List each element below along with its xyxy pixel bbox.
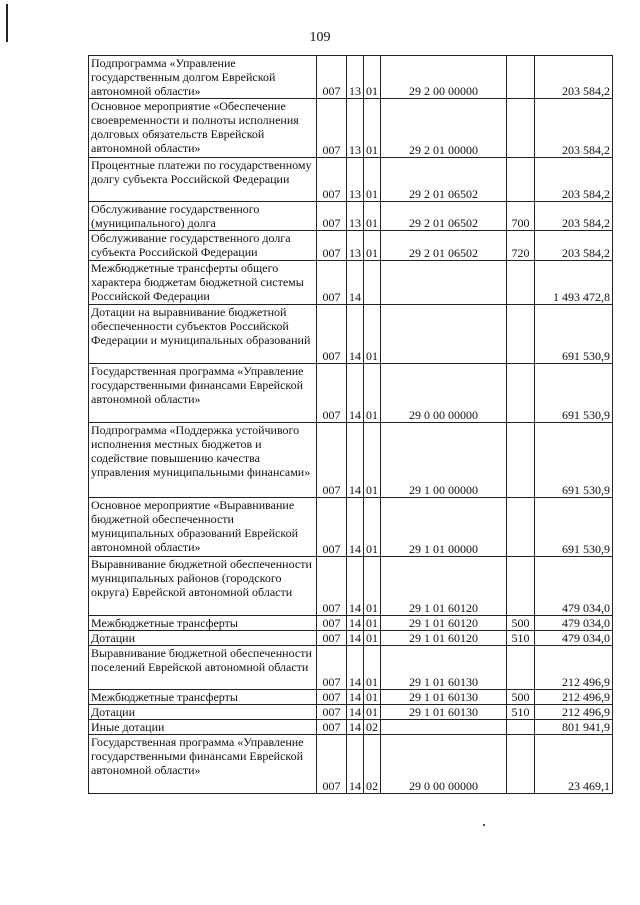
cell-ved: 007 xyxy=(317,498,347,557)
cell-subsection: 02 xyxy=(364,720,381,735)
cell-section: 14 xyxy=(347,646,364,690)
row-name: Межбюджетные трансферты xyxy=(89,690,317,705)
cell-expense-type xyxy=(507,305,535,364)
cell-expense-type xyxy=(507,423,535,498)
cell-expense-type xyxy=(507,735,535,794)
cell-subsection: 01 xyxy=(364,705,381,720)
cell-ved: 007 xyxy=(317,202,347,231)
table-row xyxy=(89,99,613,158)
cell-section: 14 xyxy=(347,631,364,646)
row-name: Дотации xyxy=(89,631,317,646)
cell-target-article: 29 2 01 00000 xyxy=(381,99,507,158)
cell-section: 14 xyxy=(347,364,364,423)
cell-expense-type: 720 xyxy=(507,231,535,261)
row-name: Межбюджетные трансферты xyxy=(89,616,317,631)
cell-target-article: 29 1 01 00000 xyxy=(381,498,507,557)
budget-table xyxy=(88,55,613,794)
cell-amount: 801 941,9 xyxy=(535,720,613,735)
cell-amount: 479 034,0 xyxy=(535,557,613,616)
table-row xyxy=(89,631,613,646)
row-name: Выравнивание бюджетной обеспеченности поселений Еврейской автономной области xyxy=(89,646,317,690)
cell-amount: 479 034,0 xyxy=(535,616,613,631)
cell-amount: 212 496,9 xyxy=(535,705,613,720)
table-row xyxy=(89,56,613,99)
cell-expense-type xyxy=(507,364,535,423)
cell-section: 13 xyxy=(347,99,364,158)
cell-expense-type: 510 xyxy=(507,631,535,646)
cell-amount: 212 496,9 xyxy=(535,690,613,705)
table-row xyxy=(89,557,613,616)
row-name: Подпрограмма «Управление государственным долгом Еврейской автономной области» xyxy=(89,56,317,99)
cell-expense-type xyxy=(507,498,535,557)
cell-ved: 007 xyxy=(317,720,347,735)
table-row xyxy=(89,498,613,557)
table-row xyxy=(89,646,613,690)
cell-subsection: 01 xyxy=(364,231,381,261)
cell-section: 14 xyxy=(347,690,364,705)
table-row xyxy=(89,423,613,498)
table-row xyxy=(89,720,613,735)
cell-ved: 007 xyxy=(317,646,347,690)
cell-expense-type xyxy=(507,261,535,305)
cell-target-article: 29 1 01 60130 xyxy=(381,705,507,720)
table-row xyxy=(89,305,613,364)
cell-section: 14 xyxy=(347,498,364,557)
cell-section: 13 xyxy=(347,56,364,99)
cell-ved: 007 xyxy=(317,705,347,720)
cell-target-article: 29 2 00 00000 xyxy=(381,56,507,99)
row-name: Подпрограмма «Поддержка устойчивого исполнения местных бюджетов и содействие повышению качества управления муниципальными финансами» xyxy=(89,423,317,498)
cell-expense-type xyxy=(507,557,535,616)
cell-section: 13 xyxy=(347,158,364,202)
cell-expense-type: 500 xyxy=(507,616,535,631)
cell-subsection: 01 xyxy=(364,305,381,364)
cell-section: 14 xyxy=(347,720,364,735)
cell-target-article xyxy=(381,261,507,305)
row-name: Процентные платежи по государственному долгу субъекта Российской Федерации xyxy=(89,158,317,202)
cell-ved: 007 xyxy=(317,616,347,631)
cell-section: 14 xyxy=(347,423,364,498)
cell-target-article: 29 1 01 60130 xyxy=(381,646,507,690)
cell-amount: 1 493 472,8 xyxy=(535,261,613,305)
row-name: Государственная программа «Управление государственными финансами Еврейской автономной области» xyxy=(89,364,317,423)
cell-section: 14 xyxy=(347,616,364,631)
cell-subsection: 01 xyxy=(364,631,381,646)
row-name: Основное мероприятие «Обеспечение своевременности и полноты исполнения долговых обязательств Еврейской автономной области» xyxy=(89,99,317,158)
cell-amount: 479 034,0 xyxy=(535,631,613,646)
cell-ved: 007 xyxy=(317,735,347,794)
cell-ved: 007 xyxy=(317,631,347,646)
cell-subsection: 01 xyxy=(364,646,381,690)
cell-amount: 203 584,2 xyxy=(535,56,613,99)
cell-target-article: 29 0 00 00000 xyxy=(381,735,507,794)
cell-expense-type: 500 xyxy=(507,690,535,705)
cell-ved: 007 xyxy=(317,261,347,305)
cell-subsection: 01 xyxy=(364,557,381,616)
cell-section: 13 xyxy=(347,202,364,231)
cell-ved: 007 xyxy=(317,158,347,202)
table-row xyxy=(89,202,613,231)
cell-subsection: 01 xyxy=(364,498,381,557)
table-row xyxy=(89,231,613,261)
budget-table-body xyxy=(89,56,613,794)
cell-subsection: 01 xyxy=(364,364,381,423)
cell-expense-type xyxy=(507,56,535,99)
cell-expense-type xyxy=(507,99,535,158)
cell-ved: 007 xyxy=(317,690,347,705)
cell-amount: 691 530,9 xyxy=(535,498,613,557)
table-row xyxy=(89,735,613,794)
cell-ved: 007 xyxy=(317,56,347,99)
row-name: Иные дотации xyxy=(89,720,317,735)
cell-amount: 691 530,9 xyxy=(535,364,613,423)
cell-ved: 007 xyxy=(317,231,347,261)
row-name: Межбюджетные трансферты общего характера бюджетам бюджетной системы Российской Федерации xyxy=(89,261,317,305)
cell-target-article: 29 0 00 00000 xyxy=(381,364,507,423)
cell-target-article: 29 2 01 06502 xyxy=(381,231,507,261)
cell-amount: 691 530,9 xyxy=(535,423,613,498)
cell-ved: 007 xyxy=(317,99,347,158)
cell-target-article: 29 1 01 60120 xyxy=(381,557,507,616)
cell-subsection: 01 xyxy=(364,202,381,231)
cell-subsection: 02 xyxy=(364,735,381,794)
cell-ved: 007 xyxy=(317,423,347,498)
row-name: Дотации на выравнивание бюджетной обеспеченности субъектов Российской Федерации и муниципальных образований xyxy=(89,305,317,364)
cell-subsection: 01 xyxy=(364,616,381,631)
cell-amount: 203 584,2 xyxy=(535,158,613,202)
cell-amount: 203 584,2 xyxy=(535,99,613,158)
cell-target-article: 29 1 01 60120 xyxy=(381,631,507,646)
row-name: Выравнивание бюджетной обеспеченности муниципальных районов (городского округа) Еврейской автономной области xyxy=(89,557,317,616)
cell-subsection: 01 xyxy=(364,99,381,158)
cell-section: 14 xyxy=(347,305,364,364)
cell-expense-type xyxy=(507,720,535,735)
cell-ved: 007 xyxy=(317,364,347,423)
cell-expense-type: 510 xyxy=(507,705,535,720)
row-name: Основное мероприятие «Выравнивание бюджетной обеспеченности муниципальных образований Еврейской автономной области» xyxy=(89,498,317,557)
cell-subsection xyxy=(364,261,381,305)
table-row xyxy=(89,705,613,720)
cell-target-article: 29 1 01 60120 xyxy=(381,616,507,631)
cell-section: 14 xyxy=(347,735,364,794)
cell-subsection: 01 xyxy=(364,690,381,705)
cell-target-article: 29 1 00 00000 xyxy=(381,423,507,498)
cell-amount: 212 496,9 xyxy=(535,646,613,690)
row-name: Дотации xyxy=(89,705,317,720)
cell-section: 14 xyxy=(347,261,364,305)
table-row xyxy=(89,616,613,631)
row-name: Государственная программа «Управление государственными финансами Еврейской автономной области» xyxy=(89,735,317,794)
cell-amount: 691 530,9 xyxy=(535,305,613,364)
cell-target-article xyxy=(381,305,507,364)
cell-expense-type xyxy=(507,646,535,690)
cell-expense-type: 700 xyxy=(507,202,535,231)
table-row xyxy=(89,690,613,705)
table-row xyxy=(89,158,613,202)
scan-speck xyxy=(483,824,485,826)
cell-ved: 007 xyxy=(317,557,347,616)
cell-subsection: 01 xyxy=(364,158,381,202)
cell-target-article: 29 1 01 60130 xyxy=(381,690,507,705)
table-row xyxy=(89,261,613,305)
cell-subsection: 01 xyxy=(364,423,381,498)
page-number: 109 xyxy=(309,30,331,45)
cell-subsection: 01 xyxy=(364,56,381,99)
cell-section: 14 xyxy=(347,557,364,616)
row-name: Обслуживание государственного (муниципального) долга xyxy=(89,202,317,231)
cell-target-article xyxy=(381,720,507,735)
table-row xyxy=(89,364,613,423)
cell-section: 14 xyxy=(347,705,364,720)
cell-section: 13 xyxy=(347,231,364,261)
cell-amount: 23 469,1 xyxy=(535,735,613,794)
cell-target-article: 29 2 01 06502 xyxy=(381,158,507,202)
cell-amount: 203 584,2 xyxy=(535,202,613,231)
cell-target-article: 29 2 01 06502 xyxy=(381,202,507,231)
row-name: Обслуживание государственного долга субъекта Российской Федерации xyxy=(89,231,317,261)
cell-ved: 007 xyxy=(317,305,347,364)
cell-expense-type xyxy=(507,158,535,202)
cell-amount: 203 584,2 xyxy=(535,231,613,261)
